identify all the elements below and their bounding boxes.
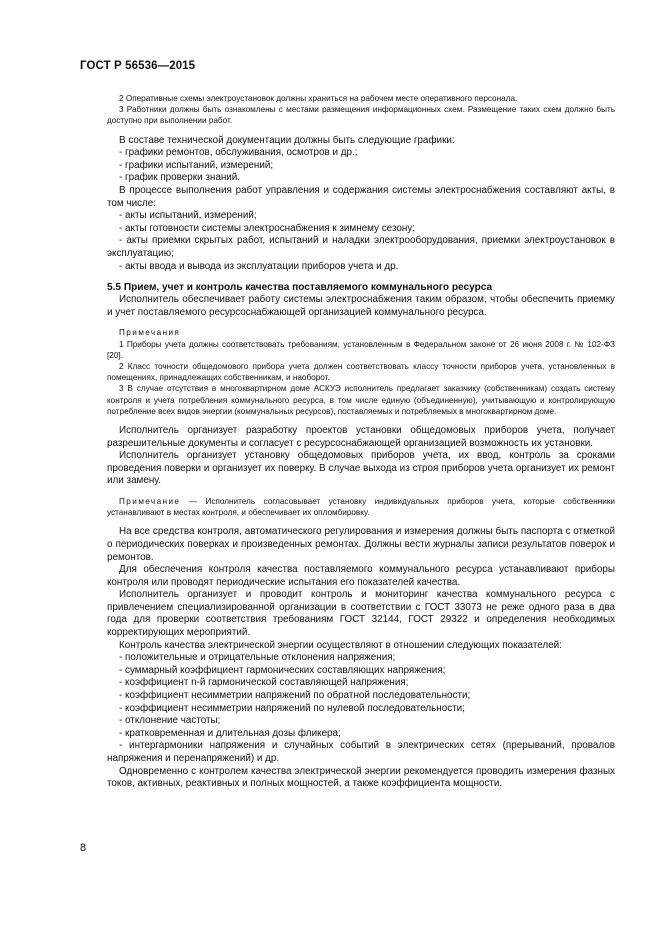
list-item: - положительные и отрицательные отклонения напряжения; <box>119 652 396 664</box>
final-paragraph: Одновременно с контролем качества электрической энергии рекомендуется проводить измерения фазных токов, активных, реактивных и полных мощностей, а также коэффициента мощности. <box>107 765 615 790</box>
list-item: - график проверки знаний. <box>119 172 241 184</box>
note-item-1: 1 Приборы учета должны соответствовать требованиям, установленным в Федеральном законе от 26 июня 2008 г. № 102-ФЗ [20]. <box>107 339 615 360</box>
document-header: ГОСТ Р 56536—2015 <box>80 60 196 72</box>
list-item: - акты приемки скрытых работ, испытаний и наладки электрооборудования, приемки электроустановок в эксплуатацию; <box>107 235 615 259</box>
list-item: - отклонение частоты; <box>119 715 221 727</box>
list-item: - коэффициент несимметрии напряжений по нулевой последовательности; <box>119 702 465 714</box>
section-paragraph: Исполнитель обеспечивает работу системы электроснабжения таким образом, чтобы обеспечить приемку и учет поставляемого ресурсоснабжающей организацией коммунального ресурса. <box>107 294 615 318</box>
list-item: - кратковременная и длительная дозы фликера; <box>119 727 341 739</box>
paragraph: Исполнитель организует установку общедомовых приборов учета, их ввод, контроль за сроками проведения поверки и организует их поверку. В случае выхода из строя приборов учета организует их ремонт или замену. <box>107 450 615 487</box>
list-item: - коэффициент n-й гармонической составляющей напряжения; <box>119 677 409 689</box>
paragraph: Исполнитель организует и проводит контроль и мониторинг качества коммунального ресурса с привлечением специализированной организации в соответствии с ГОСТ 33073 не реже одного раза в два года для проверки соответствия требованиям ГОСТ 32144, ГОСТ 29322 и определения необходимых корректирующих мероприятий. <box>107 589 615 639</box>
section-title: 5.5 Прием, учет и контроль качества поставляемого коммунального ресурса <box>107 282 493 294</box>
page-body <box>107 93 615 791</box>
paragraph: Исполнитель организует разработку проектов установки общедомовых приборов учета, получает разрешительные документы и согласует с ресурсоснабжающей организацией возможность их установки. <box>107 424 615 449</box>
note-item-2: 2 Класс точности общедомового прибора учета должен соответствовать классу точности приборов учета, установленных в помещениях, принадлежащих собственникам, и наоборот. <box>107 361 615 383</box>
list-item: - суммарный коэффициент гармонических составляющих напряжения; <box>119 664 446 676</box>
list-item: - акты испытаний, измерений; <box>119 210 257 222</box>
list-item: - акты готовности системы электроснабжения к зимнему сезону; <box>119 222 415 234</box>
page-number: 8 <box>80 842 87 854</box>
note-item-3: 3 В случае отсутствия в многоквартирном доме АСКУЭ исполнитель предлагает заказчику (собственникам) создать систему контроля и учета потребления коммунального ресурса, в том числе единую (объединенную), учитывающую и контролирующую потребление всех видов энергии (коммунальных ресурсов), поставляемых и потребляемых в многоквартирном доме. <box>107 384 615 416</box>
note-top-3: 3 Работники должны быть ознакомлены с местами размещения информационных схем. Размещение таких схем должно быть доступно при выполнении работ. <box>107 105 615 126</box>
paragraph: Для обеспечения контроля качества поставляемого коммунального ресурса устанавливают приборы контроля или проводят периодические испытания его показателей качества. <box>107 564 615 588</box>
paragraph: На все средства контроля, автоматического регулирования и измерения должны быть паспорта с отметкой о периодических поверках и произведенных ремонтах. Должны вести журналы записи результатов поверок и ремонтов. <box>107 526 615 563</box>
single-note <box>107 496 615 518</box>
single-note-label: Примечание <box>119 496 181 506</box>
paragraph: Контроль качества электрической энергии осуществляют в отношении следующих показателей: <box>119 639 562 651</box>
list-item: - графики испытаний, измерений; <box>119 159 274 171</box>
charts-intro: В составе технической документации должны быть следующие графики: <box>119 134 455 146</box>
list-item: - коэффициент несимметрии напряжений по обратной последовательности; <box>119 690 471 702</box>
list-item: - интергармоники напряжения и случайных событий в электрических сетях (прерываний, провалов напряжения и перенапряжений) и др. <box>107 740 615 765</box>
list-item: - акты ввода и вывода из эксплуатации приборов учета и др. <box>119 260 399 272</box>
list-item: - графики ремонтов, обслуживания, осмотров и др.; <box>119 147 358 159</box>
notes-heading: Примечания <box>119 328 181 338</box>
note-top-2: 2 Оперативные схемы электроустановок должны храниться на рабочем месте оперативного персонала. <box>119 94 518 103</box>
single-note-text: — Исполнитель согласовывает установку индивидуальных приборов учета, которые собственники устанавливают в местах контроля, и обеспечивает их опломбировку. <box>107 496 615 518</box>
acts-intro: В процессе выполнения работ управления и содержания системы электроснабжения составляют акты, в том числе: <box>107 184 615 209</box>
